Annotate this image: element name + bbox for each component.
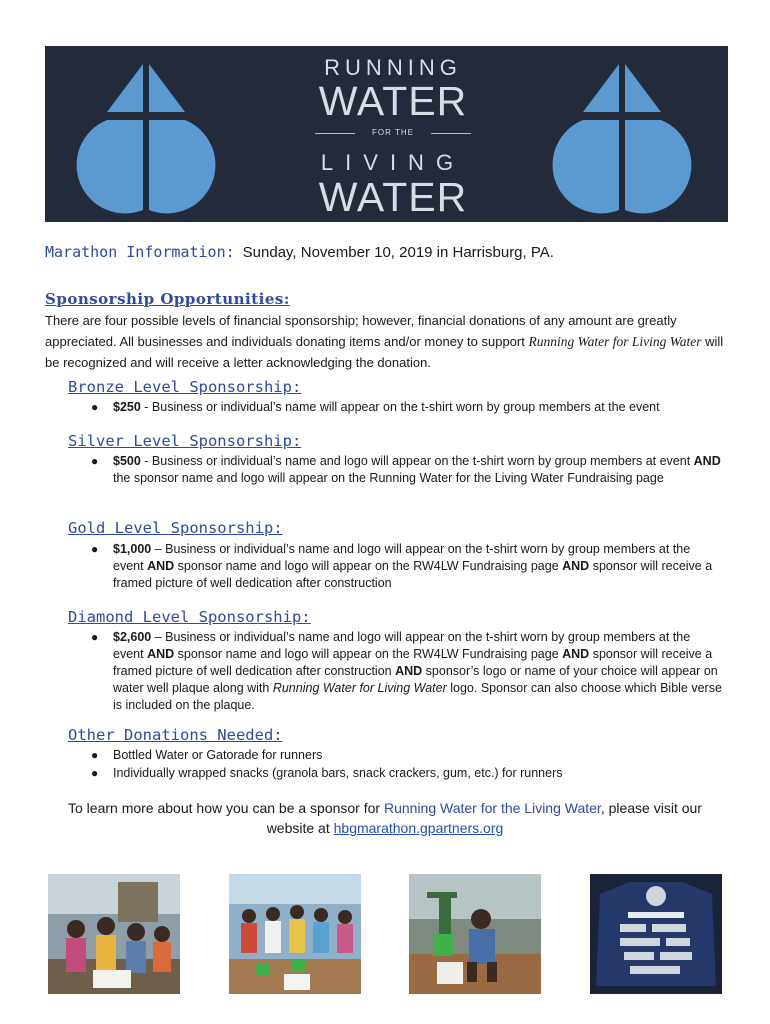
and-word: AND <box>395 664 423 678</box>
bullet-icon: ● <box>91 542 99 556</box>
well-dedication-photo <box>229 874 361 994</box>
marathon-label: Marathon Information: <box>45 243 235 261</box>
bronze-level-item <box>91 399 723 416</box>
banner-line-living: LIVING <box>320 150 466 175</box>
bullet-icon: ● <box>91 630 99 644</box>
intro-org-name: Running Water for Living Water <box>528 334 702 349</box>
sponsorship-title <box>45 290 290 308</box>
banner-line-for-the: FOR THE <box>372 128 414 137</box>
banner-line-running: RUNNING <box>324 55 462 80</box>
cta-text-2: , please visit our website at <box>266 800 702 836</box>
banner-title <box>313 46 473 222</box>
gold-text-3: sponsor will receive a framed picture of well dedication after construction <box>113 559 713 590</box>
diamond-level-title: Diamond Level Sponsorship: <box>68 608 311 626</box>
list-item <box>91 747 723 764</box>
gold-level-title: Gold Level Sponsorship: <box>68 519 283 537</box>
bullet-icon: ● <box>91 454 99 468</box>
list-item <box>91 765 723 782</box>
diamond-amount: $2,600 <box>113 630 152 644</box>
and-word: AND <box>147 559 175 573</box>
banner-line-water-2: WATER <box>318 174 468 220</box>
website-link[interactable]: hbgmarathon.gpartners.org <box>333 820 504 836</box>
sponsor-tshirt-photo <box>590 874 722 994</box>
gold-level-item <box>91 541 723 592</box>
cta-text: To learn more about how you can be a sponsor for <box>68 800 384 816</box>
diamond-text-3: sponsor will receive a framed picture of well dedication after construction <box>113 647 713 678</box>
bullet-icon: ● <box>91 400 99 414</box>
intro-text-end: will be recognized and will receive a letter acknowledging the donation. <box>45 334 724 370</box>
silver-level-title: Silver Level Sponsorship: <box>68 432 302 450</box>
bronze-amount: $250 <box>113 400 141 414</box>
diamond-org-name: Running Water for Living Water <box>272 681 447 695</box>
sponsorship-intro <box>45 310 725 373</box>
children-photo <box>48 874 180 994</box>
bullet-icon: ● <box>91 766 99 780</box>
water-pump-photo <box>409 874 541 994</box>
intro-text: There are four possible levels of financial sponsorship; however, financial donations of any amount are greatly appreciated. All businesses and individuals donating items and/or money to support <box>45 313 677 349</box>
gold-text: – Business or individual’s name and logo will appear on the t-shirt worn by group members at the event <box>113 542 691 573</box>
other-donations-title: Other Donations Needed: <box>68 726 283 744</box>
and-word: AND <box>147 647 175 661</box>
marathon-info <box>45 243 554 261</box>
and-word: AND <box>693 454 721 468</box>
diamond-text-5: logo. Sponsor can also choose which Bible verse is included on the plaque. <box>113 681 722 712</box>
gold-amount: $1,000 <box>113 542 152 556</box>
divider <box>431 133 471 134</box>
silver-level-item <box>91 453 723 487</box>
diamond-text-2: sponsor name and logo will appear on the RW4LW Fundraising page <box>174 647 563 661</box>
bronze-text: - Business or individual’s name will appear on the t-shirt worn by group members at the event <box>140 400 660 414</box>
other-item-text: Bottled Water or Gatorade for runners <box>113 748 323 762</box>
banner-line-water: WATER <box>318 78 468 124</box>
silver-amount: $500 <box>113 454 141 468</box>
cta-org-name: Running Water for the Living Water <box>383 800 601 816</box>
bullet-icon: ● <box>91 748 99 762</box>
diamond-level-item <box>91 629 723 714</box>
gold-text-2: sponsor name and logo will appear on the RW4LW Fundraising page <box>174 559 563 573</box>
silver-text: - Business or individual’s name and logo will appear on the t-shirt worn by group members at event <box>140 454 694 468</box>
diamond-text: – Business or individual’s name and logo will appear on the t-shirt worn by group members at the event <box>113 630 691 661</box>
diamond-text-4: sponsor’s logo or name of your choice will appear on water well plaque along with <box>113 664 718 695</box>
marathon-date: Sunday, November 10, 2019 in Harrisburg, PA. <box>242 244 554 261</box>
and-word: AND <box>562 647 590 661</box>
other-item-text: Individually wrapped snacks (granola bars, snack crackers, gum, etc.) for runners <box>113 766 563 780</box>
banner <box>45 46 728 222</box>
sponsorship-title-text: Sponsorship Opportunities: <box>45 290 290 308</box>
silver-text-2: the sponsor name and logo will appear on the Running Water for the Living Water Fundraising page <box>113 471 664 485</box>
and-word: AND <box>562 559 590 573</box>
bronze-level-title: Bronze Level Sponsorship: <box>68 378 302 396</box>
call-to-action <box>45 798 725 838</box>
